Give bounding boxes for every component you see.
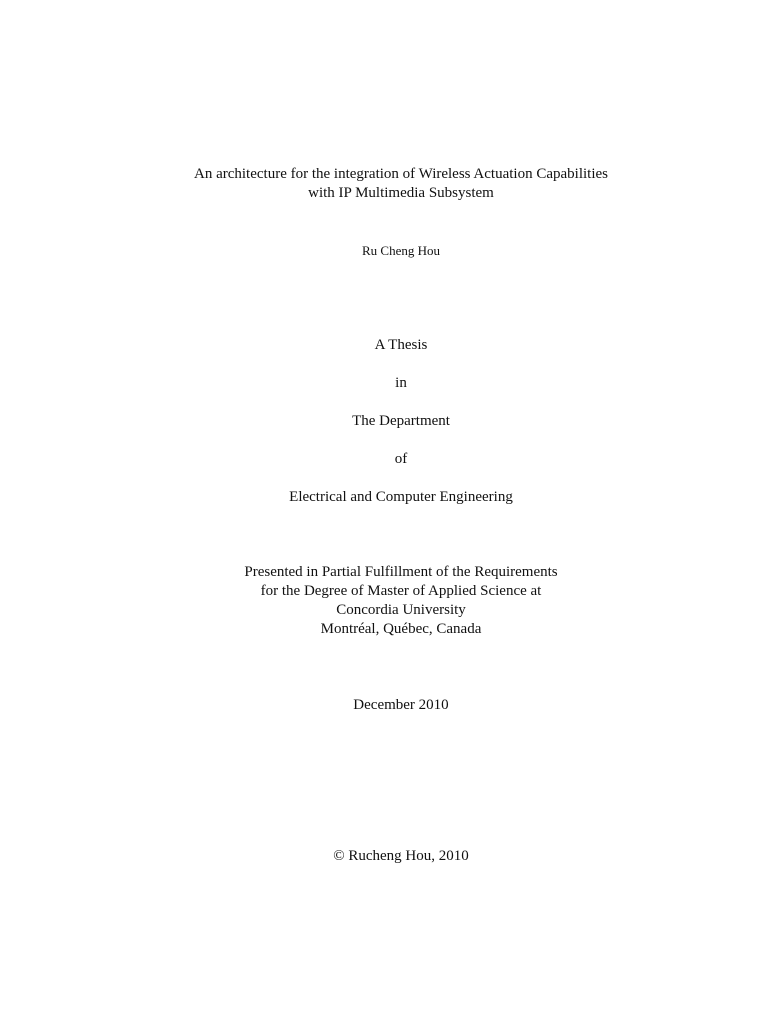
university-location: Montréal, Québec, Canada	[320, 621, 482, 637]
author-name: Ru Cheng Hou	[362, 243, 440, 258]
submission-date: December 2010	[353, 697, 449, 713]
department-label: The Department	[352, 413, 450, 429]
university-name: Concordia University	[336, 602, 466, 618]
copyright-notice: © Rucheng Hou, 2010	[333, 848, 469, 864]
thesis-label: A Thesis	[374, 337, 428, 353]
department-name: Electrical and Computer Engineering	[289, 489, 513, 505]
thesis-title-line-2: with IP Multimedia Subsystem	[308, 185, 494, 201]
presented-line-2: for the Degree of Master of Applied Science at	[260, 583, 542, 599]
presented-line-1: Presented in Partial Fulfillment of the Requirements	[244, 564, 558, 580]
in-label: in	[395, 375, 407, 391]
of-label: of	[394, 451, 408, 467]
thesis-title-line-1: An architecture for the integration of Wireless Actuation Capabilities	[194, 166, 608, 182]
